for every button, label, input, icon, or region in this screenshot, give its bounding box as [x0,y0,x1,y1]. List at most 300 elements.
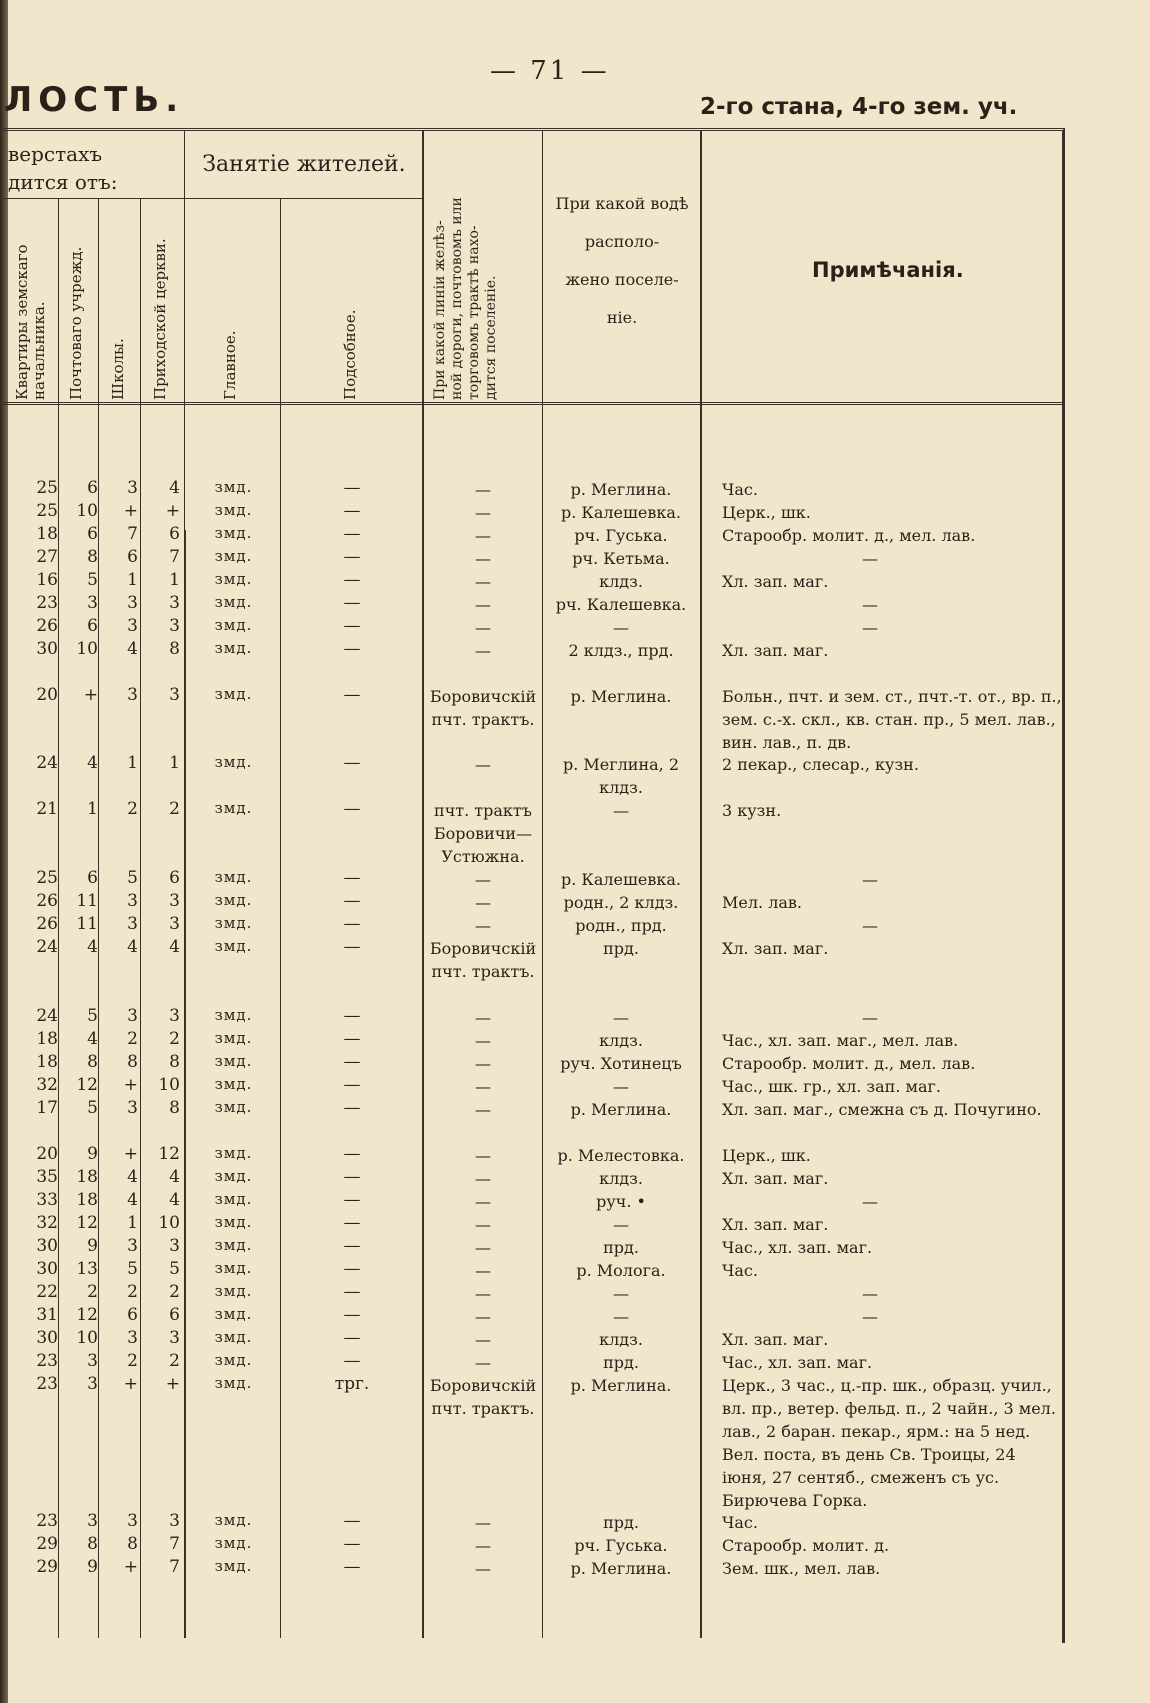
table-row [0,1557,1062,1580]
table-row [0,524,1062,547]
cell-remarks: Час., хл. зап. маг., мел. лав. [722,1031,959,1050]
cell-main: змд. [214,868,253,886]
cell-secondary: — [343,685,361,705]
table-row [0,891,1062,914]
cell-kvartira: 17 [36,1098,58,1118]
col-main: Главное. [221,330,239,400]
table-row [0,639,1062,662]
cell-remarks: Хл. зап. маг. [722,1169,829,1188]
table-row [0,593,1062,616]
cell-water: р. Меглина. [570,1100,672,1119]
cell-main: змд. [214,914,253,932]
cell-main: змд. [214,616,253,634]
cell-secondary: — [343,1259,361,1279]
cell-road: — [475,1008,491,1027]
table-row [0,1534,1062,1557]
volost-title: ЛОСТЬ. [4,80,185,120]
cell-road: пчт. трактъ Боровичи— Устюжна. [433,801,533,866]
cell-pocht: 4 [87,1029,98,1049]
cell-pocht: 10 [76,1328,98,1348]
cell-kvartira: 27 [36,547,58,567]
cell-kvartira: 18 [36,524,58,544]
cell-kvartira: 21 [36,799,58,819]
cell-shkoly: 3 [127,1511,138,1531]
table-row [0,1328,1062,1351]
cell-shkoly: 2 [127,1351,138,1371]
table-row [0,1075,1062,1098]
cell-remarks: Зем. шк., мел. лав. [722,1559,881,1578]
cell-road: — [475,1536,491,1555]
cell-shkoly: + [123,1075,138,1095]
cell-remarks: Мел. лав. [722,893,802,912]
table-row [0,1144,1062,1167]
cell-remarks: Хл. зап. маг. [722,1215,829,1234]
cell-secondary: — [343,799,361,819]
cell-shkoly: 3 [127,914,138,934]
cell-road: — [475,1559,491,1578]
cell-shkoly: 3 [127,593,138,613]
cell-water: р. Меглина. [570,1559,672,1578]
cell-road: — [475,870,491,889]
cell-remarks: — [862,1008,878,1027]
cell-pocht: 3 [87,1374,98,1394]
cell-secondary: — [343,1557,361,1577]
table-row [0,1006,1062,1029]
cell-water: клдз. [599,572,643,591]
cell-road: — [475,480,491,499]
cell-secondary: — [343,1282,361,1302]
cell-secondary: — [343,547,361,567]
cell-kvartira: 29 [36,1534,58,1554]
cell-pocht: 11 [76,914,98,934]
table-row [0,937,1062,981]
cell-remarks: — [862,1284,878,1303]
table-row [0,1167,1062,1190]
col-kvartira: Квартиры земскаго начальника. [13,244,48,400]
cell-secondary: — [343,1029,361,1049]
cell-kvartira: 20 [36,1144,58,1164]
table-row [0,685,1062,752]
cell-secondary: — [343,1144,361,1164]
cell-secondary: — [343,1213,361,1233]
cell-tserkvi: 3 [169,685,180,705]
cell-pocht: 5 [87,1098,98,1118]
cell-pocht: 10 [76,639,98,659]
cell-kvartira: 24 [36,753,58,773]
cell-shkoly: 3 [127,891,138,911]
cell-pocht: 12 [76,1305,98,1325]
cell-remarks: Старообр. молит. д., мел. лав. [722,526,976,545]
col-remarks: Примѣчанія. [812,258,964,282]
cell-water: прд. [603,1353,639,1372]
cell-water: — [613,1307,629,1326]
cell-water: рч. Гуська. [574,1536,668,1555]
table-row [0,1236,1062,1259]
cell-remarks: Церк., шк. [722,503,811,522]
cell-secondary: — [343,1511,361,1531]
cell-shkoly: + [123,1144,138,1164]
cell-water: прд. [603,1513,639,1532]
cell-tserkvi: 7 [169,1534,180,1554]
cell-shkoly: 5 [127,868,138,888]
versts-header: верстахъ дится отъ: [8,142,118,194]
cell-kvartira: 26 [36,891,58,911]
cell-kvartira: 32 [36,1213,58,1233]
cell-road: — [475,1054,491,1073]
cell-pocht: 8 [87,1052,98,1072]
cell-main: змд. [214,1511,253,1529]
page-number: — 71 — [490,56,610,86]
table-row [0,1351,1062,1374]
cell-kvartira: 32 [36,1075,58,1095]
cell-road: — [475,893,491,912]
cell-water: 2 клдз., прд. [568,641,674,660]
occupation-header: Занятіе жителей. [202,152,406,177]
cell-pocht: 12 [76,1075,98,1095]
table-row [0,547,1062,570]
cell-tserkvi: 6 [169,1305,180,1325]
cell-tserkvi: 10 [158,1213,180,1233]
cell-shkoly: 3 [127,1098,138,1118]
cell-shkoly: 2 [127,1029,138,1049]
cell-pocht: 6 [87,616,98,636]
cell-road: Боровичскій пчт. трактъ. [429,939,537,981]
cell-main: змд. [214,799,253,817]
cell-road: — [475,1192,491,1211]
cell-tserkvi: 6 [169,524,180,544]
cell-main: змд. [214,1029,253,1047]
cell-pocht: 12 [76,1213,98,1233]
cell-remarks: Хл. зап. маг. [722,572,829,591]
cell-kvartira: 29 [36,1557,58,1577]
cell-tserkvi: 10 [158,1075,180,1095]
cell-pocht: 8 [87,547,98,567]
cell-road: — [475,1215,491,1234]
cell-remarks: Церк., 3 час., ц.-пр. шк., образц. учил., вл. пр., ветер. фельд. п., 2 чайн., 3 мел. лав., 2 баран. пекар., ярм.: на 5 нед. Вел. поста, въ день Св. Троицы, 24 іюня, 27 сентяб., смеженъ съ ус. Бирючева Горка. [722,1376,1056,1510]
cell-tserkvi: 2 [169,1351,180,1371]
table-row [0,1511,1062,1534]
table-row [0,478,1062,501]
cell-secondary: — [343,891,361,911]
table-row [0,1190,1062,1213]
cell-water: р. Меглина. [570,687,672,706]
cell-shkoly: 3 [127,478,138,498]
table-row [0,1305,1062,1328]
cell-water: родн., 2 клдз. [563,893,679,912]
cell-remarks: Хл. зап. маг., смежна съ д. Почугино. [722,1100,1042,1119]
cell-main: змд. [214,1075,253,1093]
cell-tserkvi: 4 [169,1167,180,1187]
cell-secondary: трг. [334,1374,370,1394]
table-row [0,868,1062,891]
cell-water: — [613,1077,629,1096]
col-secondary: Подсобное. [341,309,359,400]
cell-road: — [475,1077,491,1096]
cell-main: змд. [214,1236,253,1254]
cell-main: змд. [214,1534,253,1552]
cell-shkoly: 1 [127,570,138,590]
cell-pocht: 2 [87,1282,98,1302]
cell-main: змд. [214,1098,253,1116]
cell-shkoly: 3 [127,1328,138,1348]
cell-water: рч. Калешевка. [555,595,687,614]
table-row [0,616,1062,639]
cell-water: — [613,1215,629,1234]
cell-tserkvi: 4 [169,478,180,498]
cell-remarks: Хл. зап. маг. [722,939,829,958]
cell-pocht: 9 [87,1144,98,1164]
cell-remarks: Хл. зап. маг. [722,641,829,660]
cell-water: р. Калешевка. [561,870,681,889]
table-row [0,1052,1062,1075]
cell-secondary: — [343,937,361,957]
cell-secondary: — [343,1098,361,1118]
cell-main: змд. [214,685,253,703]
col-road: При какой линіи желѣз- ной дороги, почтовомъ или торговомъ трактѣ нахо- дится поселеніе. [432,197,499,400]
cell-shkoly: 4 [127,639,138,659]
cell-shkoly: 1 [127,1213,138,1233]
cell-water: р. Мологa. [576,1261,666,1280]
cell-main: змд. [214,1190,253,1208]
cell-tserkvi: 1 [169,570,180,590]
cell-remarks: 3 кузн. [722,801,782,820]
cell-secondary: — [343,570,361,590]
cell-road: — [475,595,491,614]
cell-water: р. Меглина. [570,480,672,499]
cell-remarks: Хл. зап. маг. [722,1330,829,1349]
cell-secondary: — [343,593,361,613]
cell-main: змд. [214,570,253,588]
cell-remarks: — [862,1307,878,1326]
cell-main: змд. [214,1305,253,1323]
cell-secondary: — [343,1351,361,1371]
cell-remarks: Час., хл. зап. маг. [722,1238,873,1257]
cell-shkoly: 8 [127,1534,138,1554]
cell-tserkvi: 5 [169,1259,180,1279]
cell-road: — [475,1169,491,1188]
cell-kvartira: 25 [36,501,58,521]
cell-pocht: 13 [76,1259,98,1279]
cell-main: змд. [214,1213,253,1231]
cell-main: змд. [214,478,253,496]
cell-road: — [475,755,491,774]
cell-pocht: 9 [87,1557,98,1577]
cell-main: змд. [214,1144,253,1162]
cell-remarks: Церк., шк. [722,1146,811,1165]
cell-tserkvi: 4 [169,1190,180,1210]
cell-pocht: 3 [87,593,98,613]
cell-tserkvi: 4 [169,937,180,957]
table-row [0,1029,1062,1052]
cell-tserkvi: 2 [169,1282,180,1302]
cell-road: Боровичскій пчт. трактъ. [429,687,537,729]
cell-kvartira: 30 [36,1259,58,1279]
table-row [0,1213,1062,1236]
cell-remarks: — [862,618,878,637]
cell-pocht: 18 [76,1190,98,1210]
cell-road: — [475,916,491,935]
cell-tserkvi: 2 [169,1029,180,1049]
cell-shkoly: 4 [127,937,138,957]
cell-kvartira: 26 [36,914,58,934]
cell-secondary: — [343,868,361,888]
cell-water: — [613,801,629,820]
cell-remarks: Старообр. молит. д. [722,1536,890,1555]
cell-pocht: 1 [87,799,98,819]
cell-road: — [475,1353,491,1372]
cell-kvartira: 25 [36,868,58,888]
cell-main: змд. [214,1259,253,1277]
rule-h [0,198,184,199]
rule-v [184,130,185,530]
cell-pocht: 9 [87,1236,98,1256]
cell-shkoly: 5 [127,1259,138,1279]
cell-kvartira: 24 [36,1006,58,1026]
cell-water: руч. Хотинецъ [560,1054,682,1073]
cell-pocht: 18 [76,1167,98,1187]
cell-pocht: 5 [87,570,98,590]
table-row [0,914,1062,937]
cell-kvartira: 18 [36,1029,58,1049]
cell-kvartira: 16 [36,570,58,590]
cell-remarks: Час. [722,1513,758,1532]
cell-water: — [613,1008,629,1027]
cell-water: родн., прд. [575,916,667,935]
table-row [0,1259,1062,1282]
table-row [0,1098,1062,1121]
cell-shkoly: 8 [127,1052,138,1072]
cell-tserkvi: 3 [169,1236,180,1256]
cell-secondary: — [343,1052,361,1072]
cell-kvartira: 23 [36,1511,58,1531]
cell-road: — [475,641,491,660]
rule-h [184,198,422,199]
cell-tserkvi: 3 [169,1328,180,1348]
cell-road: — [475,1284,491,1303]
cell-secondary: — [343,616,361,636]
cell-tserkvi: 3 [169,1006,180,1026]
cell-tserkvi: 7 [169,1557,180,1577]
table-row [0,753,1062,797]
cell-water: р. Меглина, 2 клдз. [562,755,680,797]
cell-shkoly: 2 [127,799,138,819]
cell-tserkvi: 7 [169,547,180,567]
table-row [0,1282,1062,1305]
cell-pocht: 10 [76,501,98,521]
cell-shkoly: 3 [127,1236,138,1256]
cell-shkoly: 3 [127,685,138,705]
table-row [0,1374,1062,1510]
cell-pocht: 4 [87,753,98,773]
col-pocht: Почтоваго учрежд. [67,246,85,400]
cell-road: — [475,1261,491,1280]
cell-kvartira: 23 [36,1351,58,1371]
cell-pocht: 6 [87,478,98,498]
cell-tserkvi: + [165,1374,180,1394]
cell-remarks: Час., хл. зап. маг. [722,1353,873,1372]
cell-shkoly: 3 [127,1006,138,1026]
cell-main: змд. [214,1052,253,1070]
cell-road: — [475,1513,491,1532]
cell-kvartira: 18 [36,1052,58,1072]
cell-water: — [613,1284,629,1303]
cell-remarks: Больн., пчт. и зем. ст., пчт.-т. от., вр. п., зем. с.-х. скл., кв. стан. пр., 5 мел. лав., вин. лав., п. дв. [722,687,1062,752]
cell-water: клдз. [599,1169,643,1188]
cell-kvartira: 31 [36,1305,58,1325]
cell-shkoly: 3 [127,616,138,636]
cell-remarks: — [862,549,878,568]
cell-shkoly: 1 [127,753,138,773]
cell-kvartira: 33 [36,1190,58,1210]
cell-main: змд. [214,1374,253,1392]
cell-secondary: — [343,1236,361,1256]
col-tserkvi: Приходской церкви. [151,238,169,400]
cell-kvartira: 30 [36,639,58,659]
cell-main: змд. [214,1006,253,1024]
cell-tserkvi: 1 [169,753,180,773]
cell-kvartira: 22 [36,1282,58,1302]
cell-remarks: Час. [722,1261,758,1280]
cell-road: — [475,503,491,522]
cell-tserkvi: 3 [169,593,180,613]
cell-water: руч. • [596,1192,646,1211]
cell-remarks: 2 пекар., слесар., кузн. [722,755,919,774]
cell-secondary: — [343,1167,361,1187]
cell-secondary: — [343,1075,361,1095]
cell-shkoly: + [123,501,138,521]
cell-main: змд. [214,753,253,771]
cell-tserkvi: 8 [169,639,180,659]
cell-kvartira: 35 [36,1167,58,1187]
cell-kvartira: 23 [36,1374,58,1394]
cell-road: — [475,1100,491,1119]
cell-road: — [475,549,491,568]
cell-water: клдз. [599,1031,643,1050]
cell-pocht: 6 [87,524,98,544]
cell-pocht: 6 [87,868,98,888]
cell-road: — [475,1330,491,1349]
cell-pocht: 8 [87,1534,98,1554]
cell-kvartira: 25 [36,478,58,498]
cell-kvartira: 23 [36,593,58,613]
cell-tserkvi: 12 [158,1144,180,1164]
cell-road: — [475,1146,491,1165]
cell-kvartira: 30 [36,1328,58,1348]
cell-water: клдз. [599,1330,643,1349]
cell-kvartira: 20 [36,685,58,705]
cell-tserkvi: 8 [169,1052,180,1072]
col-shkoly: Школы. [109,338,127,400]
cell-kvartira: 26 [36,616,58,636]
cell-pocht: 11 [76,891,98,911]
cell-tserkvi: 8 [169,1098,180,1118]
cell-tserkvi: 3 [169,616,180,636]
cell-tserkvi: + [165,501,180,521]
cell-secondary: — [343,1190,361,1210]
cell-shkoly: 6 [127,1305,138,1325]
cell-road: — [475,572,491,591]
cell-road: — [475,1238,491,1257]
cell-tserkvi: 3 [169,891,180,911]
table-row [0,501,1062,524]
table-row [0,799,1062,866]
cell-water: прд. [603,1238,639,1257]
cell-shkoly: 4 [127,1167,138,1187]
cell-shkoly: 6 [127,547,138,567]
cell-main: змд. [214,524,253,542]
cell-road: — [475,526,491,545]
cell-remarks: Старообр. молит. д., мел. лав. [722,1054,976,1073]
